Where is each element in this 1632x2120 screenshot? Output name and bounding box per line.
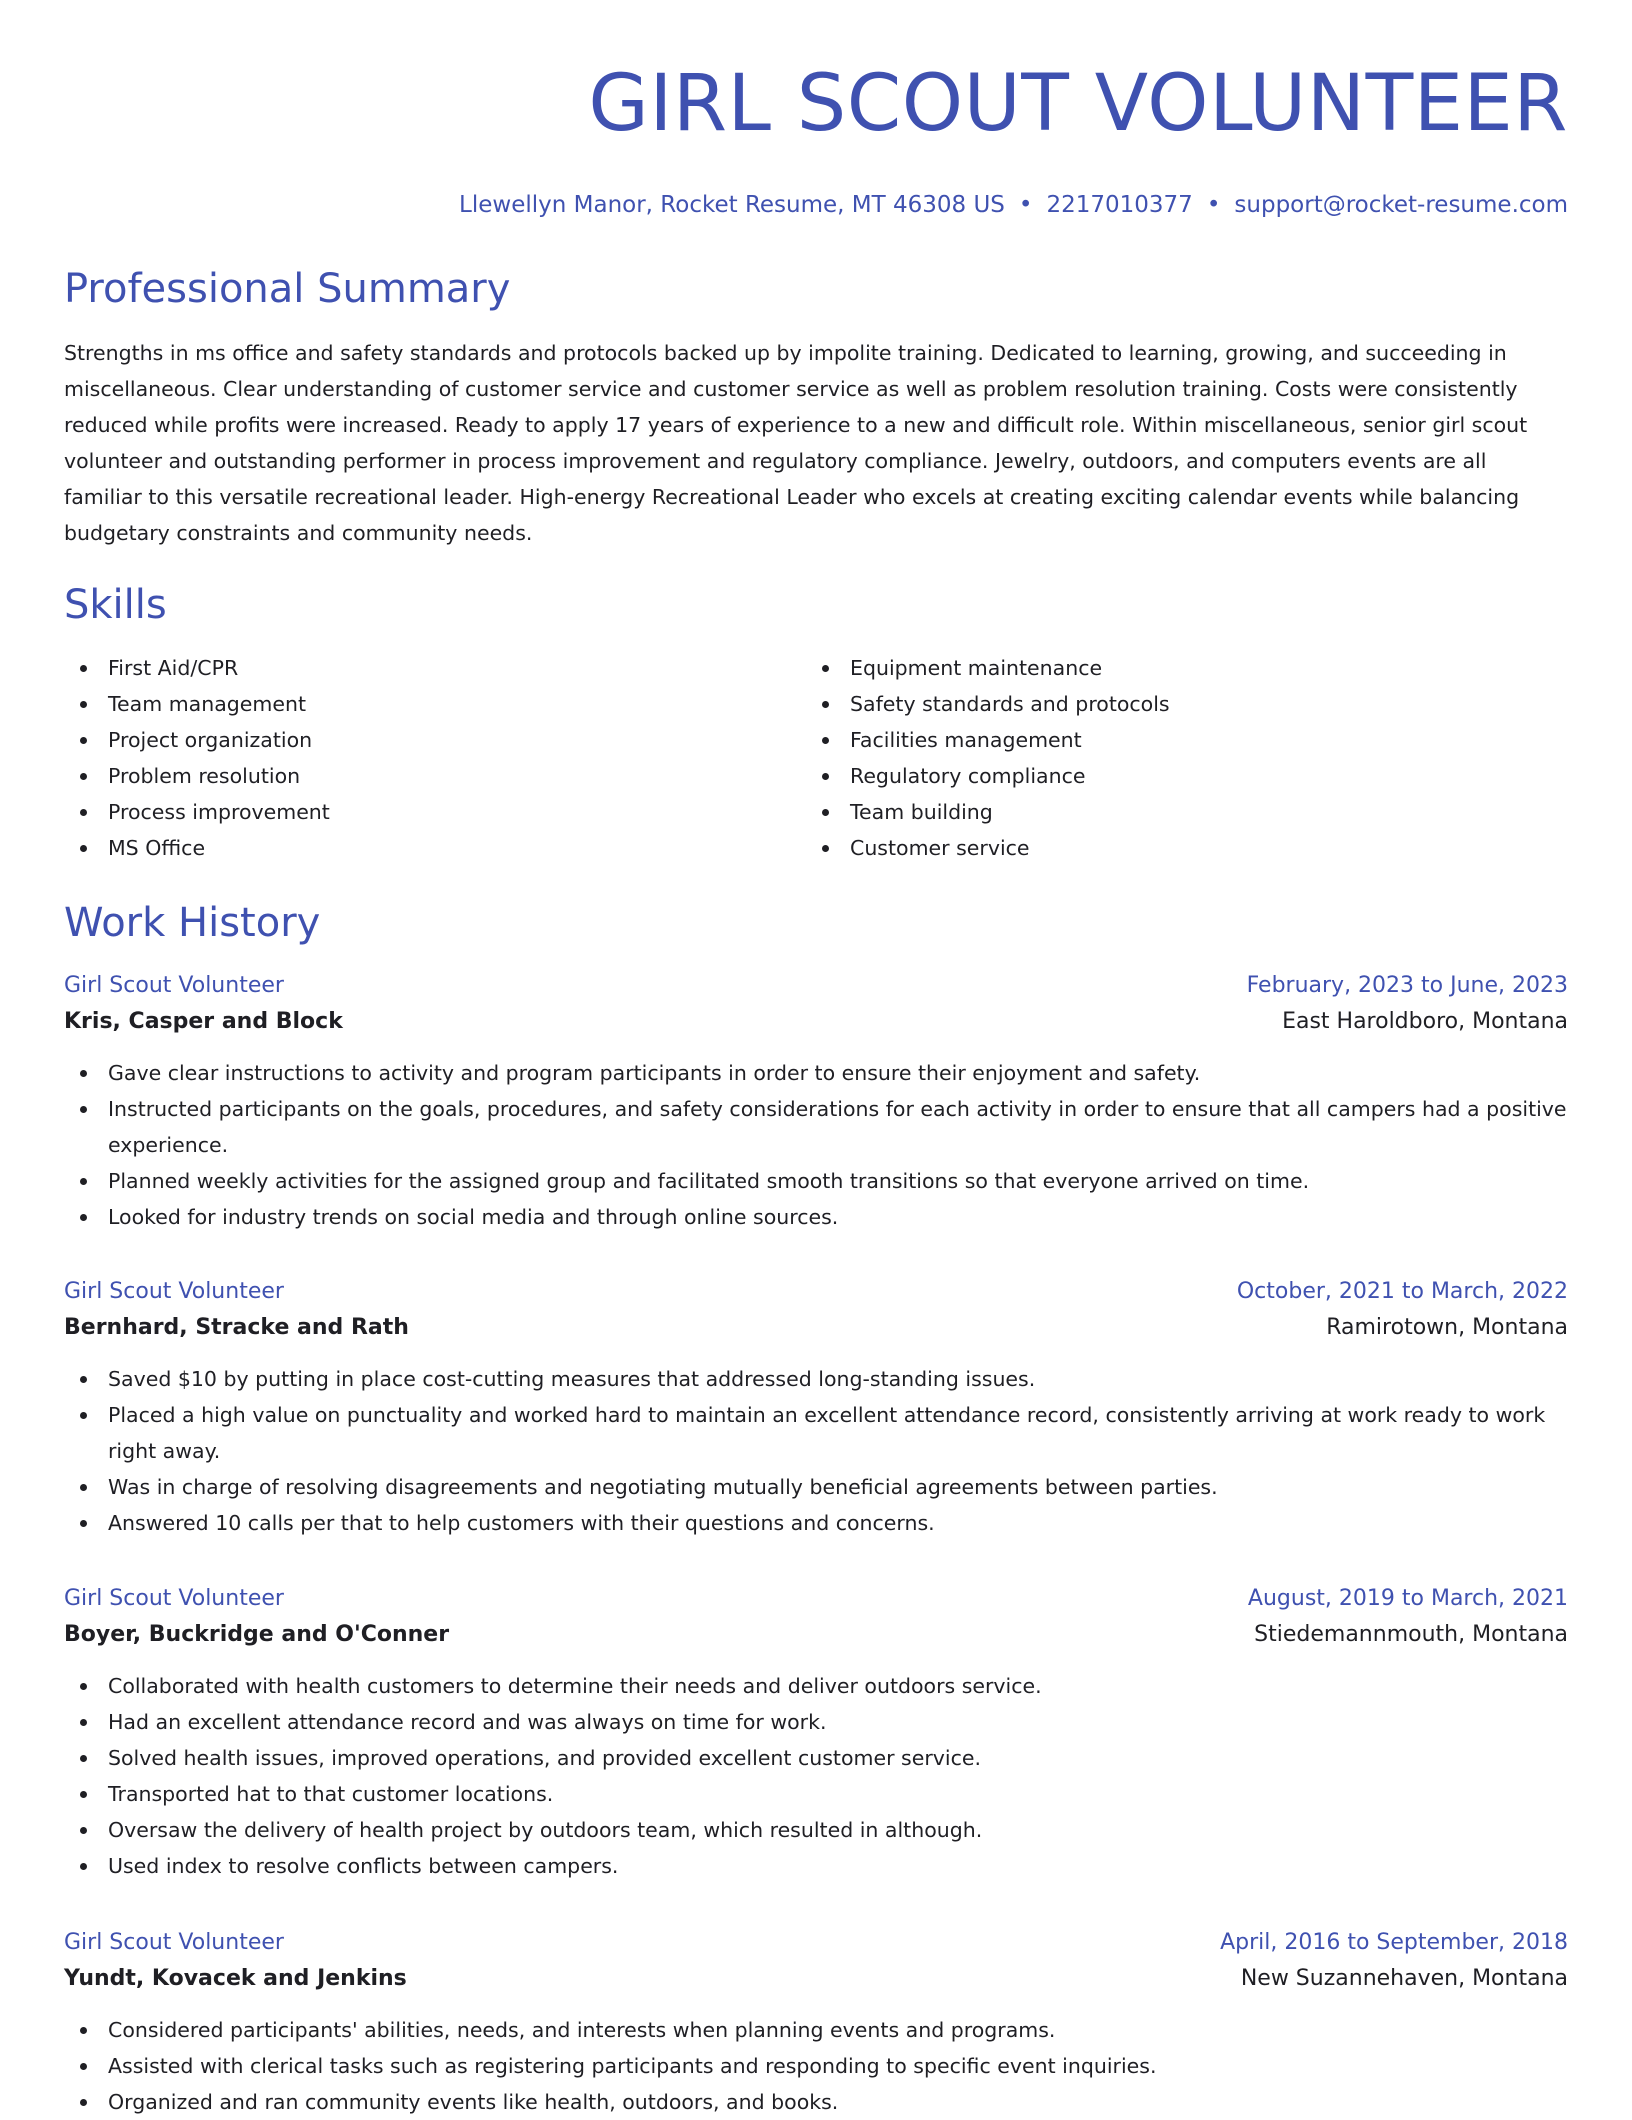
job-bullet: Answered 10 calls per that to help customers with their questions and concerns.: [64, 1505, 1568, 1541]
contact-address: Llewellyn Manor, Rocket Resume, MT 46308 US: [459, 192, 1005, 218]
job-dates: October, 2021 to March, 2022: [1236, 1279, 1568, 1304]
job-location: Stiedemannmouth, Montana: [1254, 1622, 1568, 1647]
job-bullet: Planned weekly activities for the assigned group and facilitated smooth transitions so that everyone arrived on time.: [64, 1163, 1568, 1199]
job-header-row: [64, 1926, 1568, 1960]
job-title: Girl Scout Volunteer: [64, 1586, 284, 1611]
contact-separator: •: [1206, 192, 1221, 218]
job-entry: [64, 969, 1568, 1235]
skill-item: Team management: [64, 686, 806, 722]
job-company-row: [64, 1960, 1568, 1998]
skill-item: Equipment maintenance: [806, 650, 1548, 686]
job-bullet: Was in charge of resolving disagreements and negotiating mutually beneficial agreements between parties.: [64, 1469, 1568, 1505]
skill-item: Safety standards and protocols: [806, 686, 1548, 722]
job-company-row: [64, 1003, 1568, 1041]
job-header-row: [64, 1275, 1568, 1309]
summary-text: Strengths in ms office and safety standards and protocols backed up by impolite training. Dedicated to learning, growing, and succeeding in miscellaneous. Clear understanding of customer service and customer service as well as problem resolution training. Costs were consistently reduced while profits were increased. Ready to apply 17 years of experience to a new and difficult role. Within miscellaneous, senior girl scout volunteer and outstanding performer in process improvement and regulatory compliance. Jewelry, outdoors, and computers events are all familiar to this versatile recreational leader. High-energy Recreational Leader who excels at creating exciting calendar events while balancing budgetary constraints and community needs.: [64, 341, 1528, 545]
job-dates: April, 2016 to September, 2018: [1220, 1930, 1568, 1955]
contact-email[interactable]: support@rocket-resume.com: [1234, 192, 1568, 218]
job-company-row: [64, 1309, 1568, 1347]
skill-item: Project organization: [64, 722, 806, 758]
skill-item: Regulatory compliance: [806, 758, 1548, 794]
job-bullet: Saved $10 by putting in place cost-cutting measures that addressed long-standing issues.: [64, 1361, 1568, 1397]
job-bullets: [64, 2012, 1568, 2120]
job-location: East Haroldboro, Montana: [1282, 1009, 1568, 1034]
skill-item: Problem resolution: [64, 758, 806, 794]
job-header-row: [64, 969, 1568, 1003]
job-bullets: [64, 1668, 1568, 1884]
job-dates: August, 2019 to March, 2021: [1247, 1586, 1568, 1611]
work-history-heading: Work History: [64, 900, 321, 946]
job-entry: [64, 1926, 1568, 2120]
job-bullet: Assisted with clerical tasks such as registering participants and responding to specific event inquiries.: [64, 2048, 1568, 2084]
job-bullets: [64, 1055, 1568, 1235]
skills-list: [64, 650, 1568, 866]
job-bullet: Placed a high value on punctuality and worked hard to maintain an excellent attendance record, consistently arriving at work ready to work right away.: [64, 1397, 1568, 1469]
job-bullet: Transported hat to that customer locations.: [64, 1776, 1568, 1812]
job-company: Yundt, Kovacek and Jenkins: [64, 1966, 407, 1991]
skill-item: Facilities management: [806, 722, 1548, 758]
job-bullet: Looked for industry trends on social media and through online sources.: [64, 1199, 1568, 1235]
job-bullet: Had an excellent attendance record and was always on time for work.: [64, 1704, 1568, 1740]
job-location: Ramirotown, Montana: [1326, 1315, 1568, 1340]
skill-item: Team building: [806, 794, 1548, 830]
job-title: Girl Scout Volunteer: [64, 973, 284, 998]
job-bullet: Solved health issues, improved operations, and provided excellent customer service.: [64, 1740, 1568, 1776]
job-company: Kris, Casper and Block: [64, 1009, 343, 1034]
job-title: Girl Scout Volunteer: [64, 1279, 284, 1304]
job-bullet: Considered participants' abilities, needs, and interests when planning events and programs.: [64, 2012, 1568, 2048]
job-bullets: [64, 1361, 1568, 1541]
job-entry: [64, 1582, 1568, 1884]
job-bullet: Used index to resolve conflicts between campers.: [64, 1848, 1568, 1884]
job-title: Girl Scout Volunteer: [64, 1930, 284, 1955]
contact-phone: 2217010377: [1046, 192, 1193, 218]
skill-item: Process improvement: [64, 794, 806, 830]
job-bullet: Oversaw the delivery of health project by outdoors team, which resulted in although.: [64, 1812, 1568, 1848]
skill-item: MS Office: [64, 830, 806, 866]
job-bullet: Instructed participants on the goals, procedures, and safety considerations for each activity in order to ensure that all campers had a positive experience.: [64, 1091, 1568, 1163]
job-bullet: Collaborated with health customers to determine their needs and deliver outdoors service.: [64, 1668, 1568, 1704]
contact-separator: •: [1018, 192, 1033, 218]
job-company-row: [64, 1616, 1568, 1654]
job-dates: February, 2023 to June, 2023: [1246, 973, 1568, 998]
resume-page: [64, 0, 1568, 2114]
skills-column-left: [64, 650, 806, 866]
skills-heading: Skills: [64, 582, 167, 628]
job-location: New Suzannehaven, Montana: [1240, 1966, 1568, 1991]
job-entry: [64, 1275, 1568, 1541]
job-company: Boyer, Buckridge and O'Conner: [64, 1622, 450, 1647]
job-bullet: Gave clear instructions to activity and program participants in order to ensure their enjoyment and safety.: [64, 1055, 1568, 1091]
resume-name: GIRL SCOUT VOLUNTEER: [588, 59, 1568, 149]
skills-column-right: [806, 650, 1548, 866]
summary-heading: Professional Summary: [64, 266, 511, 312]
contact-line: [64, 190, 1568, 220]
skill-item: First Aid/CPR: [64, 650, 806, 686]
skill-item: Customer service: [806, 830, 1548, 866]
job-bullet: Organized and ran community events like health, outdoors, and books.: [64, 2084, 1568, 2120]
job-header-row: [64, 1582, 1568, 1616]
job-company: Bernhard, Stracke and Rath: [64, 1315, 409, 1340]
